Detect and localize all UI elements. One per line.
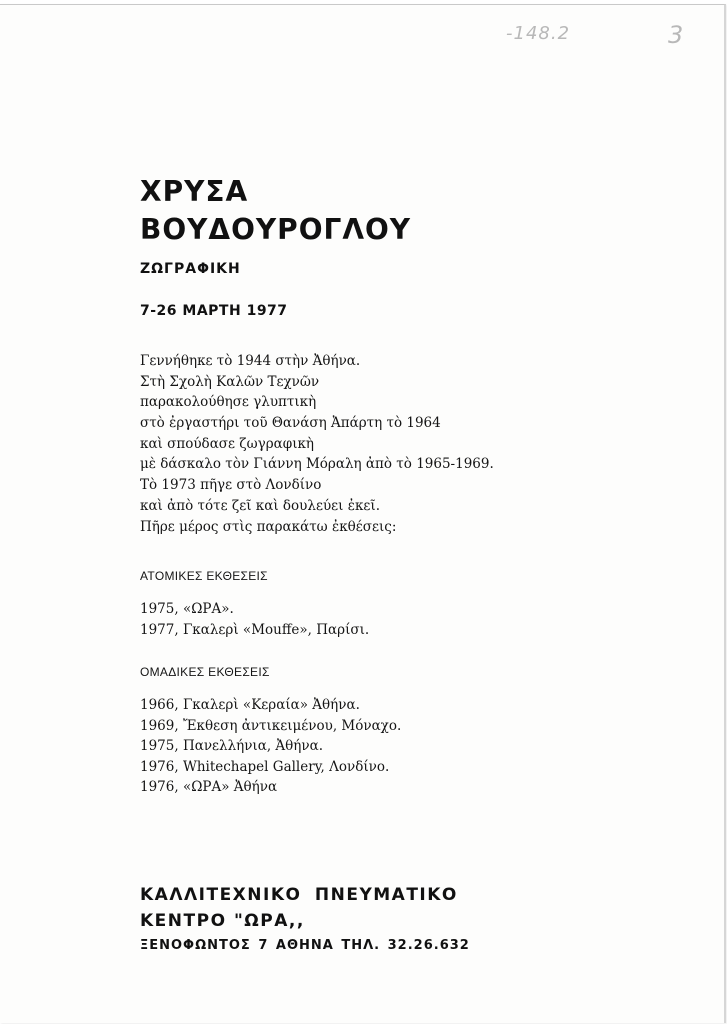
list-item: 1976, «ΩΡΑ» Ἀθήνα (140, 779, 278, 795)
list-item: 1977, Γκαλερὶ «Mouffe», Παρίσι. (140, 621, 370, 638)
group-exhibitions-heading: ΟΜΑΔΙΚΕΣ ΕΚΘΕΣΕΙΣ (140, 665, 270, 679)
biography-line: μὲ δάσκαλο τὸν Γιάννη Μόραλη ἀπὸ τὸ 1965-1969. (140, 456, 494, 473)
exhibition-dates: 7-26 ΜΑΡΤΗ 1977 (140, 303, 288, 319)
list-item: 1975, «ΩΡΑ». (140, 601, 234, 617)
biography-line: παρακολούθησε γλυπτικὴ (140, 394, 317, 411)
biography-line: Γεννήθηκε τὸ 1944 στὴν Ἀθήνα. (140, 353, 361, 369)
document-page (0, 4, 726, 1023)
exhibition-subject: ΖΩΓΡΑΦΙΚΗ (140, 261, 241, 277)
biography-line: Τὸ 1973 πῆγε στὸ Λονδίνο (140, 477, 322, 494)
biography (140, 351, 494, 537)
biography-line: καὶ σπούδασε ζωγραφικὴ (140, 435, 315, 452)
list-item: 1975, Πανελλήνια, Ἀθήνα. (140, 738, 324, 754)
list-item: 1976, Whitechapel Gallery, Λονδίνο. (140, 758, 390, 775)
solo-exhibitions-heading: ΑΤΟΜΙΚΕΣ ΕΚΘΕΣΕΙΣ (140, 569, 268, 583)
biography-line: καὶ ἀπὸ τότε ζεῖ καὶ δουλεύει ἐκεῖ. (140, 497, 380, 514)
list-item: 1966, Γκαλερὶ «Κεραία» Ἀθήνα. (140, 697, 360, 713)
venue-name-line-1: ΚΑΛΛΙΤΕΧΝΙΚΟ ΠΝΕΥΜΑΤΙΚΟ (140, 885, 458, 905)
list-item: 1969, Ἔκθεση ἀντικειμένου, Μόναχο. (140, 717, 402, 734)
venue-name-line-2: ΚΕΝΤΡΟ "ΩΡΑ,, (140, 911, 305, 931)
biography-line: στὸ ἐργαστήρι τοῦ Θανάση Ἀπάρτη τὸ 1964 (140, 415, 441, 432)
solo-exhibitions-list (140, 599, 369, 640)
venue-address: ΞΕΝΟΦΩΝΤΟΣ 7 ΑΘΗΝΑ ΤΗΛ. 32.26.632 (140, 938, 470, 953)
pencil-page-number: 3 (668, 21, 684, 49)
group-exhibitions-list (140, 695, 401, 798)
biography-line: Πῆρε μέρος στὶς παρακάτω ἐκθέσεις: (140, 518, 397, 535)
biography-line: Στὴ Σχολὴ Καλῶν Τεχνῶν (140, 373, 320, 390)
pencil-reference-note: -148.2 (506, 23, 571, 44)
artist-first-name: ΧΡΥΣΑ (140, 175, 249, 208)
artist-last-name: ΒΟΥΔΟΥΡΟΓΛΟΥ (140, 213, 412, 246)
